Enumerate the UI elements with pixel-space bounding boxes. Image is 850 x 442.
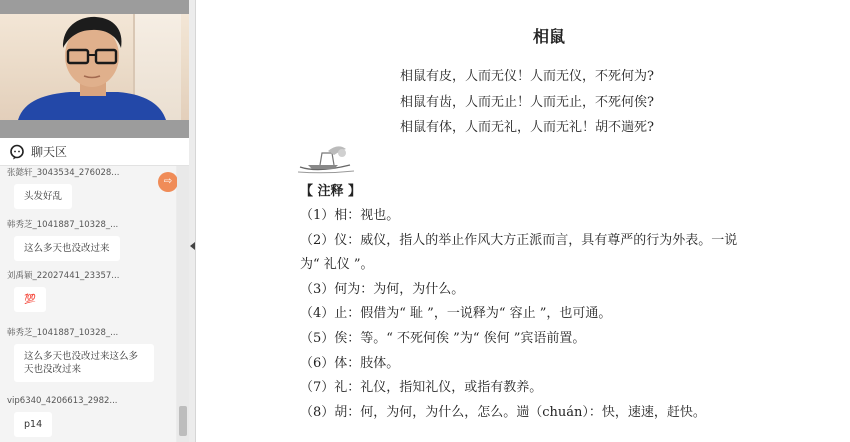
chat-message [7,166,119,209]
message-sender: 刘禹颖_22027441_23357... [7,271,120,281]
message-sender: vip6340_4206613_2982... [7,396,118,406]
page-title: 相鼠 [532,27,565,46]
webcam-person [0,14,189,120]
chat-message-list[interactable] [0,166,176,442]
note-line: （7）礼：礼仪，指知礼仪，或指有教养。 [300,380,543,396]
message-bubble: 这么多天也没改过来这么多天也没改过来 [14,344,154,382]
message-sender: 韩秀芝_1041887_10328_... [7,220,119,230]
message-sender: 韩秀芝_1041887_10328_... [7,328,119,338]
note-line: （5）俟：等。“ 不死何俟 ”为“ 俟何 ”宾语前置。 [300,330,586,346]
notes-list [300,204,737,425]
poem-line: 相鼠有体，人而无礼，人而无礼！胡不遄死? [400,120,654,135]
chat-title: 聊天区 [31,145,68,159]
chat-message [7,326,154,382]
note-line: （6）体：肢体。 [300,355,400,371]
document-page [197,0,850,442]
note-line: 为“ 礼仪 ”。 [300,257,374,273]
chat-bubble-icon [9,144,25,160]
note-line: （3）何为：为何，为什么。 [300,281,465,297]
message-bubble: 💯 [14,287,46,312]
notes-heading: 【 注释 】 [300,184,362,199]
share-icon[interactable]: ⇨ [158,172,178,192]
poem-line: 相鼠有皮，人而无仪！人而无仪，不死何为? [400,69,654,84]
chat-message [7,269,119,312]
boat-illustration [298,143,354,175]
left-panel [0,0,196,442]
message-bubble: 这么多天也没改过来 [14,236,120,261]
note-line: （2）仪：威仪，指人的举止作风大方正派而言，具有尊严的行为外表。一说 [300,232,738,248]
note-line: （8）胡：何，为何，为什么，怎么。遄（chuán）：快，速速，赶快。 [300,404,706,420]
chat-scrollbar-thumb[interactable] [179,406,187,436]
chat-header [0,138,189,166]
chat-message [7,218,120,261]
poem-line: 相鼠有齿，人而无止！人而无止，不死何俟? [400,94,654,110]
poem-text [400,64,654,141]
chat-scrollbar[interactable] [177,166,189,442]
message-sender: 张懿轩_3043534_276028... [7,168,120,178]
webcam-video [0,0,189,138]
message-bubble: 头发好乱 [14,184,72,209]
message-bubble: p14 [14,412,52,437]
note-line: （1）相：视也。 [300,208,400,223]
collapse-left-icon[interactable] [190,242,195,250]
chat-message [7,396,118,437]
webcam-frame [0,14,189,120]
note-line: （4）止：假借为“ 耻 ”，一说释为“ 容止 ”，也可通。 [300,306,612,322]
